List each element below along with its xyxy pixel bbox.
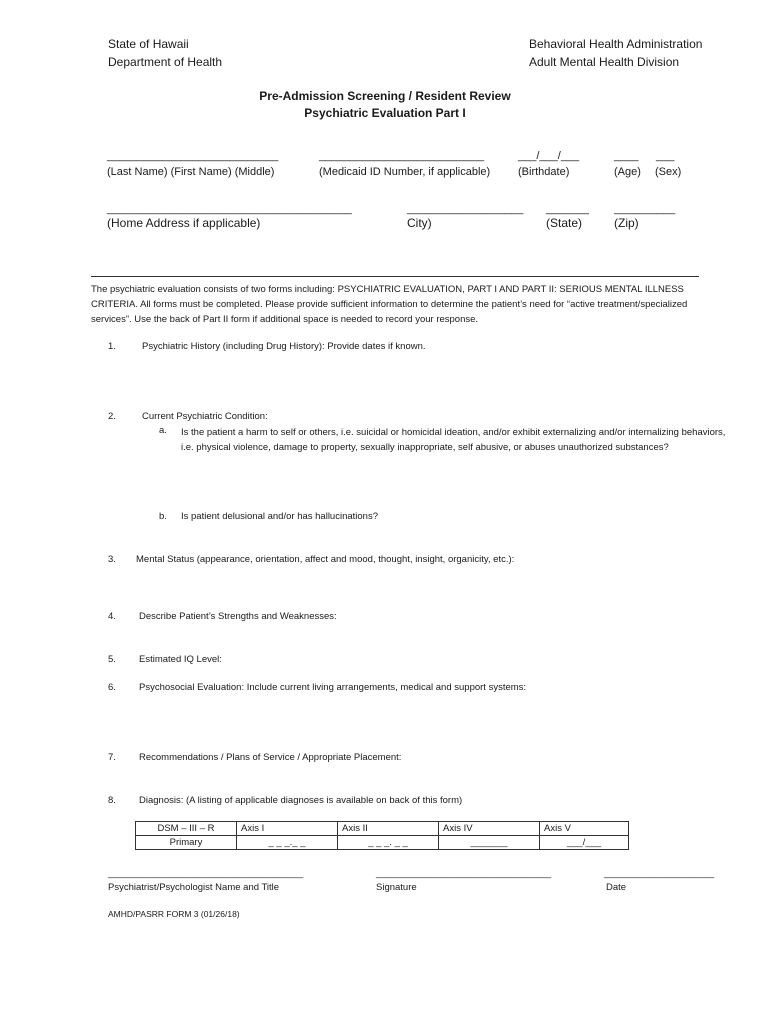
section-divider [91, 276, 699, 277]
dx-header-axis-5: Axis V [540, 822, 629, 836]
age-blank[interactable]: ____ [614, 150, 639, 162]
form-number-footer: AMHD/PASRR FORM 3 (01/26/18) [108, 909, 240, 919]
age-label: (Age) [614, 166, 641, 178]
date-blank[interactable]: ______________________ [604, 868, 715, 878]
form-title: Pre-Admission Screening / Resident Review [259, 89, 511, 103]
name-blank[interactable]: ____________________________ [107, 150, 279, 162]
sex-blank[interactable]: ___ [656, 150, 675, 162]
name-label: (Last Name) (First Name) (Middle) [107, 166, 275, 178]
agency-state: State of Hawaii [108, 37, 189, 51]
city-blank[interactable]: ___________________ [407, 203, 524, 215]
diagnosis-table [135, 821, 629, 850]
date-label: Date [606, 882, 627, 893]
item-5-iq-level: Estimated IQ Level: [139, 654, 222, 665]
dx-header-axis-4: Axis IV [439, 822, 540, 836]
item-4-number: 4. [108, 611, 116, 622]
item-2-current-condition: Current Psychiatric Condition: [142, 411, 268, 422]
signer-name-blank[interactable]: _______________________________________ [108, 868, 304, 878]
dx-axis-4-field[interactable]: _______ [439, 836, 540, 850]
medicaid-blank[interactable]: ___________________________ [319, 150, 485, 162]
dx-axis-2-field[interactable]: _ _ _. _ _ [338, 836, 439, 850]
intro-paragraph: The psychiatric evaluation consists of two forms including: PSYCHIATRIC EVALUATION, PART I AND PART II: SERIOUS MENTAL ILLNESS CRITERIA. All forms must be completed. Please provide sufficient information to determine the patient’s need for “active treatment/specialized services”. Use the back of Part II form if additional space is needed to record your response. [91, 284, 688, 325]
agency-administration: Behavioral Health Administration [529, 37, 703, 51]
diagnosis-table-primary-row [136, 836, 629, 850]
item-3-number: 3. [108, 554, 116, 565]
dx-axis-1-field[interactable]: _ _ _._ _ [237, 836, 338, 850]
item-7-recommendations: Recommendations / Plans of Service / Appropriate Placement: [139, 752, 402, 763]
address-blank[interactable]: ________________________________________ [107, 203, 352, 215]
item-3-mental-status: Mental Status (appearance, orientation, affect and mood, thought, insight, organicity, etc.): [136, 554, 515, 565]
dx-header-dsm: DSM – III – R [136, 822, 237, 836]
address-label: (Home Address if applicable) [107, 216, 261, 230]
dx-header-axis-1: Axis I [237, 822, 338, 836]
zip-blank[interactable]: __________ [614, 203, 676, 215]
zip-label: (Zip) [614, 216, 639, 230]
signature-blank[interactable]: ___________________________________ [376, 868, 552, 878]
item-5-number: 5. [108, 654, 116, 665]
item-4-strengths-weaknesses: Describe Patient’s Strengths and Weaknesses: [139, 611, 337, 622]
item-7-number: 7. [108, 752, 116, 763]
state-label: (State) [546, 216, 583, 230]
signer-name-label: Psychiatrist/Psychologist Name and Title [108, 882, 280, 893]
item-2b-delusional-question: Is patient delusional and/or has hallucinations? [181, 511, 378, 522]
item-2b-letter: b. [159, 511, 167, 522]
item-6-number: 6. [108, 682, 116, 693]
dx-row-primary-label: Primary [136, 836, 237, 850]
item-2-number: 2. [108, 411, 116, 422]
item-8-diagnosis: Diagnosis: (A listing of applicable diagnoses is available on back of this form) [139, 795, 463, 806]
agency-division: Adult Mental Health Division [529, 55, 680, 69]
form-subtitle: Psychiatric Evaluation Part I [304, 106, 466, 120]
birthdate-label: (Birthdate) [518, 166, 570, 178]
dx-header-axis-2: Axis II [338, 822, 439, 836]
diagnosis-table-header-row [136, 822, 629, 836]
item-8-number: 8. [108, 795, 116, 806]
item-1-psychiatric-history: Psychiatric History (including Drug History): Provide dates if known. [142, 341, 426, 352]
item-1-number: 1. [108, 341, 116, 352]
item-2a-letter: a. [159, 425, 167, 436]
signature-label: Signature [376, 882, 417, 893]
medicaid-label: (Medicaid ID Number, if applicable) [319, 166, 491, 178]
item-2a-harm-question: Is the patient a harm to self or others, i.e. suicidal or homicidal ideation, and/or exhibit externalizing and/or internalizing behaviors, i.e. physical violence, damage to property, sexually inappropriate, self abusive, or abuses unauthorized substances? [181, 427, 726, 453]
sex-label: (Sex) [655, 166, 682, 178]
birthdate-blank[interactable]: ___/___/___ [518, 150, 580, 162]
city-label: City) [407, 216, 432, 230]
item-6-psychosocial: Psychosocial Evaluation: Include current living arrangements, medical and support systems: [139, 682, 527, 693]
agency-department: Department of Health [108, 55, 223, 69]
state-blank[interactable]: _______ [546, 203, 589, 215]
dx-axis-5-field[interactable]: ___/___ [540, 836, 629, 850]
